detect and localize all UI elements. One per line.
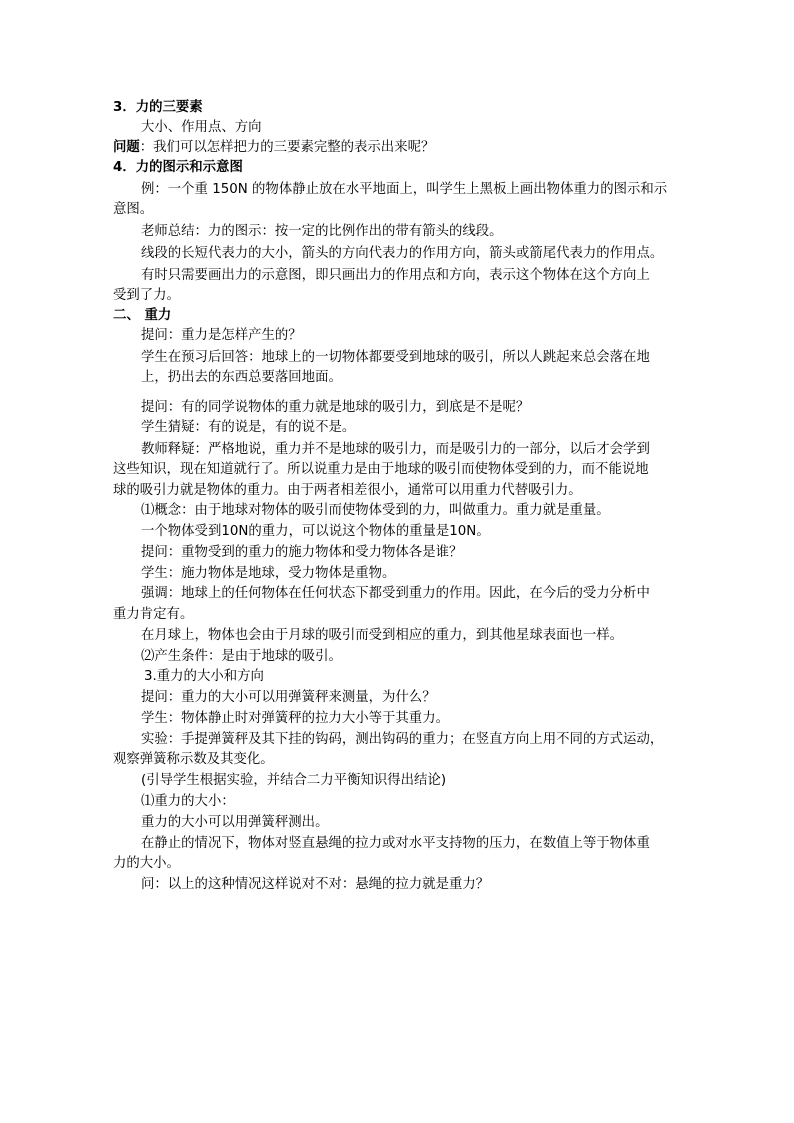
text-line: 一个物体受到10N的重力，可以说这个物体的重量是10N。	[141, 524, 490, 539]
text-line: ⑵产生条件：是由于地球的吸引。	[141, 649, 342, 664]
heading-three-elements: 3．力的三要素	[113, 100, 203, 115]
text-line: 球的吸引力就是物体的重力。由于两者相差很小，通常可以用重力代替吸引力。	[113, 483, 582, 498]
text-line: 力的大小。	[113, 856, 180, 871]
text-line: 学生：施力物体是地球，受力物体是重物。	[141, 566, 396, 581]
text-line: ⑴概念：由于地球对物体的吸引而使物体受到的力，叫做重力。重力就是重量。	[141, 503, 610, 518]
text-line: ⑴重力的大小：	[141, 794, 235, 809]
question-label: 问题	[113, 140, 140, 155]
text-line: 问：以上的这种情况这样说对不对：悬绳的拉力就是重力？	[141, 877, 490, 892]
text-line: 受到了力。	[113, 288, 180, 303]
text-line: 在静止的情况下，物体对竖直悬绳的拉力或对水平支持物的压力，在数值上等于物体重	[141, 836, 650, 851]
heading-gravity: 二、 重力	[113, 308, 172, 323]
text-line: (引导学生根据实验，并结合二力平衡知识得出结论)	[141, 773, 447, 788]
text-line: 学生：物体静止时对弹簧秤的拉力大小等于其重力。	[141, 711, 449, 726]
text-line: 教师释疑：严格地说，重力并不是地球的吸引力，而是吸引力的一部分，以后才会学到	[141, 442, 650, 457]
text-line: 老师总结：力的图示：按一定的比例作出的带有箭头的线段。	[141, 224, 503, 239]
text-line: 提问：重物受到的重力的施力物体和受力物体各是谁？	[141, 545, 463, 560]
text-line: 上，扔出去的东西总要落回地面。	[141, 370, 342, 385]
text-line: 重力的大小可以用弹簧秤测出。	[141, 815, 329, 830]
text-line: 线段的长短代表力的大小，箭头的方向代表力的作用方向，箭头或箭尾代表力的作用点。	[141, 246, 664, 261]
text-line: 在月球上，物体也会由于月球的吸引而受到相应的重力，到其他星球表面也一样。	[141, 628, 624, 643]
text-line: 观察弹簧称示数及其变化。	[113, 752, 274, 767]
question-line	[113, 138, 434, 158]
text-line: 强调：地球上的任何物体在任何状态下都受到重力的作用。因此，在今后的受力分析中	[141, 586, 650, 601]
text-line: 学生在预习后回答：地球上的一切物体都要受到地球的吸引，所以人跳起来总会落在地	[141, 350, 650, 365]
text-line: 意图。	[113, 202, 154, 217]
text-line: 学生猜疑：有的说是，有的说不是。	[141, 420, 356, 435]
text-line: 大小、作用点、方向	[141, 120, 262, 135]
text-line: 提问：重力的大小可以用弹簧秤来测量，为什么？	[141, 690, 436, 705]
text-line: 有时只需要画出力的示意图，即只画出力的作用点和方向，表示这个物体在这个方向上	[141, 268, 650, 283]
text-line: 提问：重力是怎样产生的？	[141, 328, 302, 343]
question-text: 问题：我们可以怎样把力的三要素完整的表示出来呢？	[113, 140, 435, 155]
text-line: 重力肯定有。	[113, 607, 194, 622]
text-line: 提问：有的同学说物体的重力就是地球的吸引力，到底是不是呢？	[141, 400, 530, 415]
heading-force-diagram: 4．力的图示和示意图	[113, 160, 243, 175]
text-line: 例：一个重 150N 的物体静止放在水平地面上，叫学生上黑板上画出物体重力的图示和示	[141, 182, 668, 197]
text-line: 这些知识，现在知道就行了。所以说重力是由于地球的吸引而使物体受到的力，而不能说地	[113, 462, 649, 477]
subheading-gravity-magnitude: 3.重力的大小和方向	[144, 669, 264, 684]
text-line: 实验：手提弹簧秤及其下挂的钩码，测出钩码的重力；在竖直方向上用不同的方式运动，	[141, 732, 664, 747]
